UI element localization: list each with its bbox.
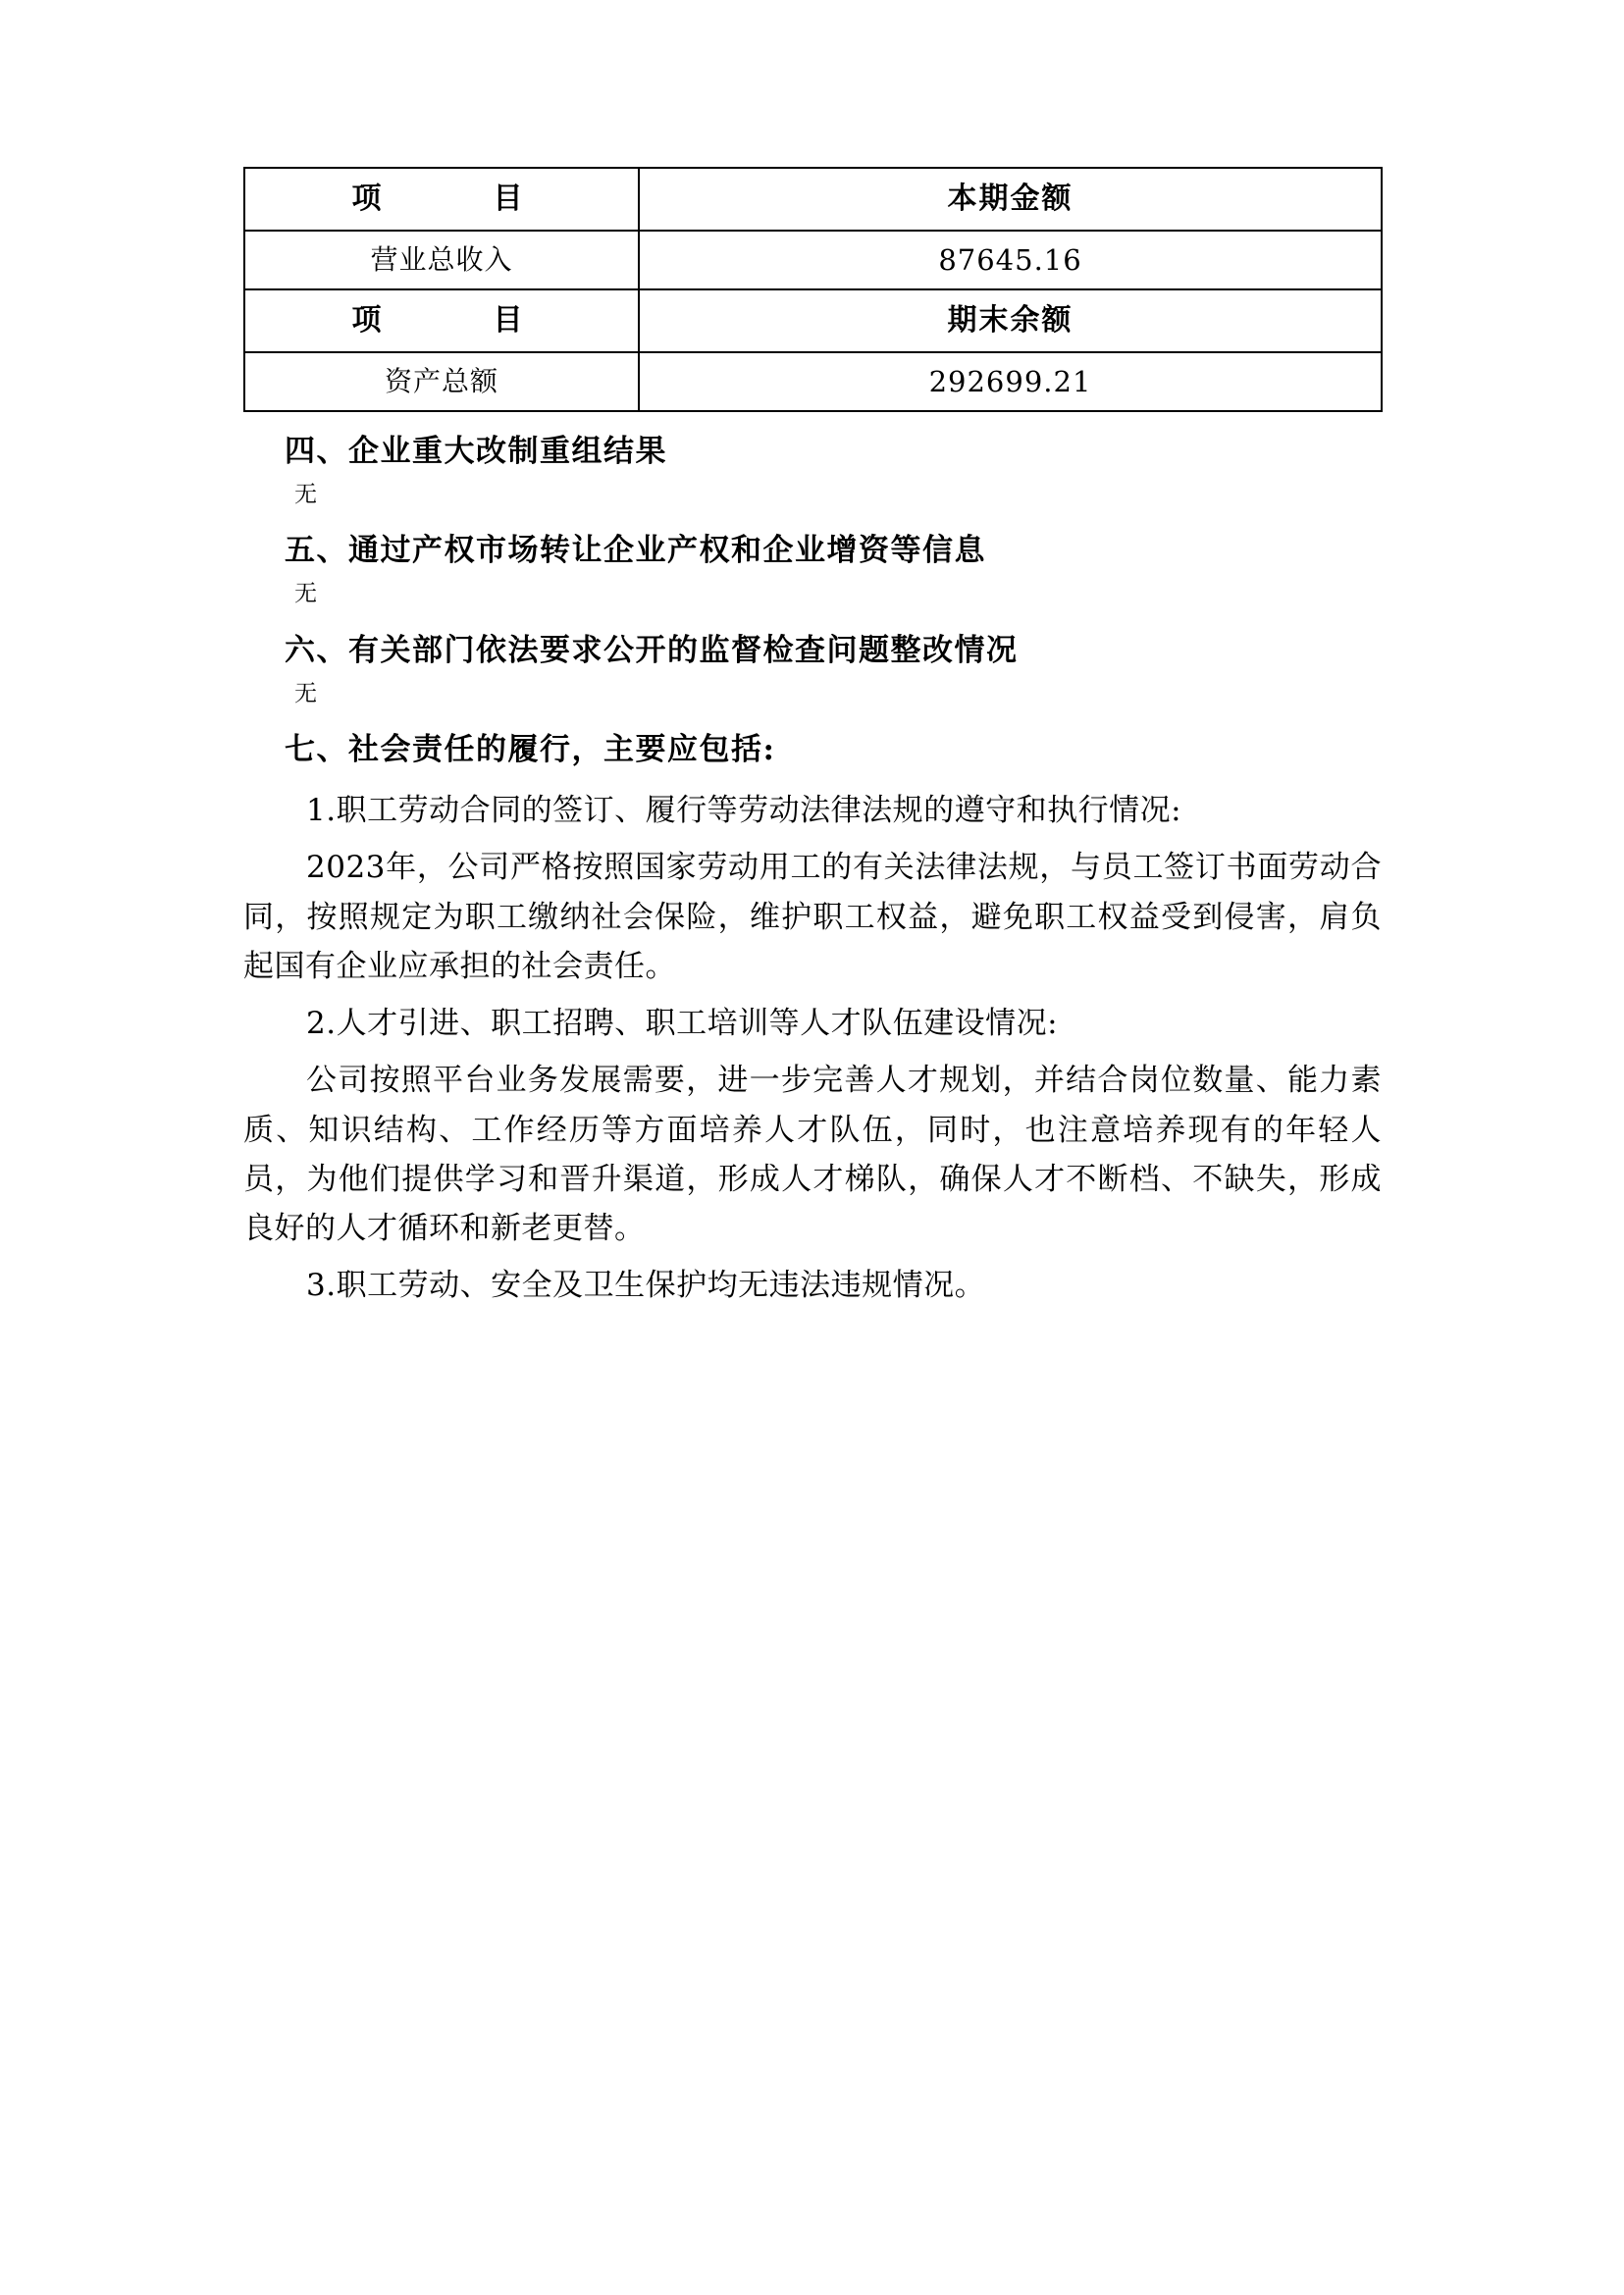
table-cell-item: 营业总收入 xyxy=(244,231,639,289)
financial-summary-table xyxy=(243,167,1383,412)
table-cell-value: 292699.21 xyxy=(639,352,1382,411)
paragraph-2: 2023年，公司严格按照国家劳动用工的有关法律法规，与员工签订书面劳动合同，按照规定为职工缴纳社会保险，维护职工权益，避免职工权益受到侵害，肩负起国有企业应承担的社会责任。 xyxy=(243,850,1382,984)
table-row xyxy=(244,289,1382,352)
section-heading-4: 四、企业重大改制重组结果 xyxy=(285,434,667,469)
paragraph-5: 3.职工劳动、安全及卫生保护均无违法违规情况。 xyxy=(306,1268,986,1304)
document-content xyxy=(243,167,1382,1310)
table-header-item xyxy=(244,168,639,231)
section-heading-6: 六、有关部门依法要求公开的监督检查问题整改情况 xyxy=(285,632,1019,668)
section-heading-7: 七、社会责任的履行，主要应包括: xyxy=(285,732,776,768)
section-note-6: 无 xyxy=(294,680,317,706)
section-heading-5: 五、通过产权市场转让企业产权和企业增资等信息 xyxy=(285,533,986,569)
paragraph-4: 公司按照平台业务发展需要，进一步完善人才规划，并结合岗位数量、能力素质、知识结构、工作经历等方面培养人才队伍，同时，也注意培养现有的年轻人员，为他们提供学习和晋升渠道，形成人才梯队，确保人才不断档、不缺失，形成良好的人才循环和新老更替。 xyxy=(243,1063,1382,1246)
table-cell-item: 资产总额 xyxy=(244,352,639,411)
section-note-5: 无 xyxy=(294,581,317,607)
table-header-value: 期末余额 xyxy=(639,289,1382,352)
table-header-item xyxy=(244,289,639,352)
table-row xyxy=(244,168,1382,231)
table-header-value: 本期金额 xyxy=(639,168,1382,231)
table-row xyxy=(244,231,1382,289)
paragraph-3: 2.人才引进、职工招聘、职工培训等人才队伍建设情况: xyxy=(306,1006,1059,1042)
table-header-item-label: 项 目 xyxy=(351,182,541,216)
table-row xyxy=(244,352,1382,411)
section-note-4: 无 xyxy=(294,481,317,507)
table-header-item-label: 项 目 xyxy=(351,303,541,338)
table-cell-value: 87645.16 xyxy=(639,231,1382,289)
paragraph-1: 1.职工劳动合同的签订、履行等劳动法律法规的遵守和执行情况: xyxy=(306,793,1182,829)
spacer xyxy=(243,776,1382,786)
